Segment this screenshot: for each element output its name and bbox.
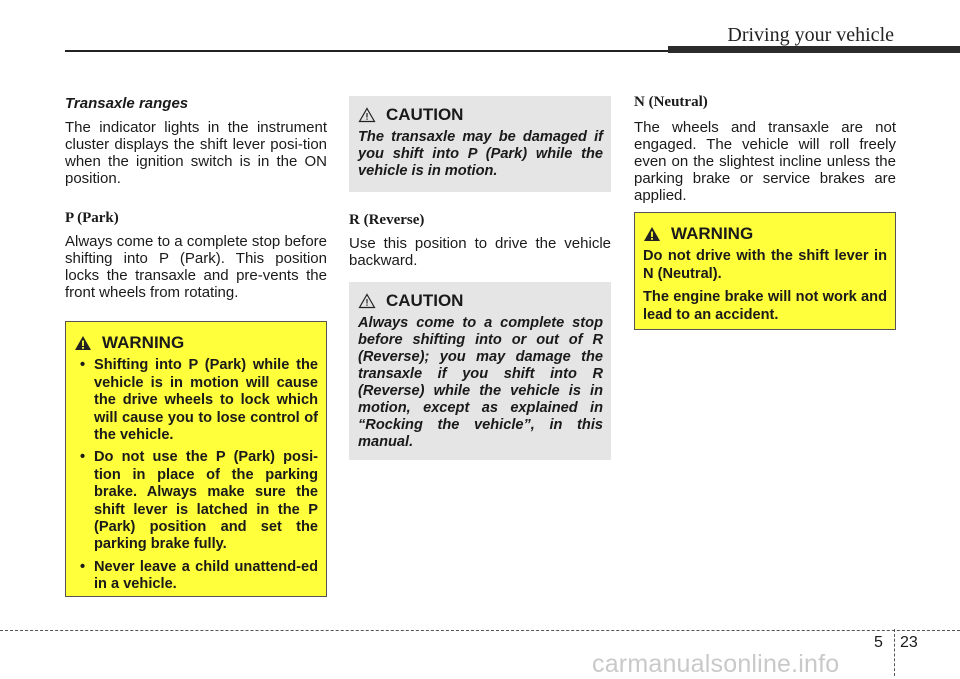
warning-title-text: WARNING <box>102 333 185 352</box>
list-item: • Never leave a child unattend-ed in a vehicle. <box>74 559 318 594</box>
neutral-text: The wheels and transaxle are not engaged. The vehicle will roll freely even on the slightest incline unless the parking brake or service brakes are applied. <box>634 119 896 204</box>
park-text: Always come to a complete stop before shifting into P (Park). This position locks the transaxle and pre-vents the front wheels from rotating. <box>65 233 327 301</box>
caution-text: Always come to a complete stop before shifting into or out of R (Reverse); you may damage the transaxle if you shift into R (Reverse) while the vehicle is in motion, except as explained in “Rocking the vehicle”, in this manual. <box>358 315 603 450</box>
warning-triangle-icon <box>74 335 92 351</box>
caution-triangle-icon <box>358 293 376 309</box>
neutral-warning-box <box>634 212 896 330</box>
transaxle-intro-text: The indicator lights in the instrument cluster displays the shift lever posi-tion when the ignition switch is in the ON position. <box>65 119 327 187</box>
warning-title <box>74 334 318 351</box>
page-number: 23 <box>900 634 918 651</box>
chapter-number: 5 <box>874 634 883 651</box>
watermark: carmanualsonline.info <box>592 650 840 678</box>
caution-text: The transaxle may be damaged if you shift into P (Park) while the vehicle is in motion. <box>358 129 603 179</box>
neutral-heading: N (Neutral) <box>634 94 708 110</box>
header-accent-bar <box>668 46 960 53</box>
caution-box-reverse <box>349 282 611 460</box>
caution-title <box>358 292 603 309</box>
neutral-section <box>634 94 896 204</box>
caution-box-park <box>349 96 611 192</box>
list-item: • Shifting into P (Park) while the vehicle is in motion will cause the drive wheels to lock which will cause you to lose control of the vehicle. <box>74 357 318 444</box>
caution-triangle-icon <box>358 107 376 123</box>
park-heading: P (Park) <box>65 210 119 226</box>
warning-list <box>74 357 318 593</box>
warning-paragraph: The engine brake will not work and lead to an accident. <box>643 289 887 323</box>
reverse-section <box>349 212 611 269</box>
reverse-text: Use this position to drive the vehicle backward. <box>349 235 611 269</box>
warning-triangle-icon <box>643 226 661 242</box>
reverse-heading: R (Reverse) <box>349 212 425 228</box>
footer-rule <box>0 630 960 631</box>
warning-title-text: WARNING <box>671 224 754 243</box>
transaxle-ranges-heading: Transaxle ranges <box>65 95 189 112</box>
section-title: Driving your vehicle <box>727 24 894 46</box>
warning-paragraph: Do not drive with the shift lever in N (Neutral). <box>643 248 887 282</box>
caution-title <box>358 106 603 123</box>
column-left <box>65 92 327 301</box>
warning-title <box>643 225 887 242</box>
header-rule <box>65 50 670 52</box>
caution-title-text: CAUTION <box>386 105 464 124</box>
park-warning-box <box>65 321 327 597</box>
list-item: • Do not use the P (Park) posi-tion in place of the parking brake. Always make sure the shift lever is latched in the P (Park) position and set the parking brake fully. <box>74 449 318 553</box>
caution-title-text: CAUTION <box>386 291 464 310</box>
footer-separator <box>894 629 895 676</box>
